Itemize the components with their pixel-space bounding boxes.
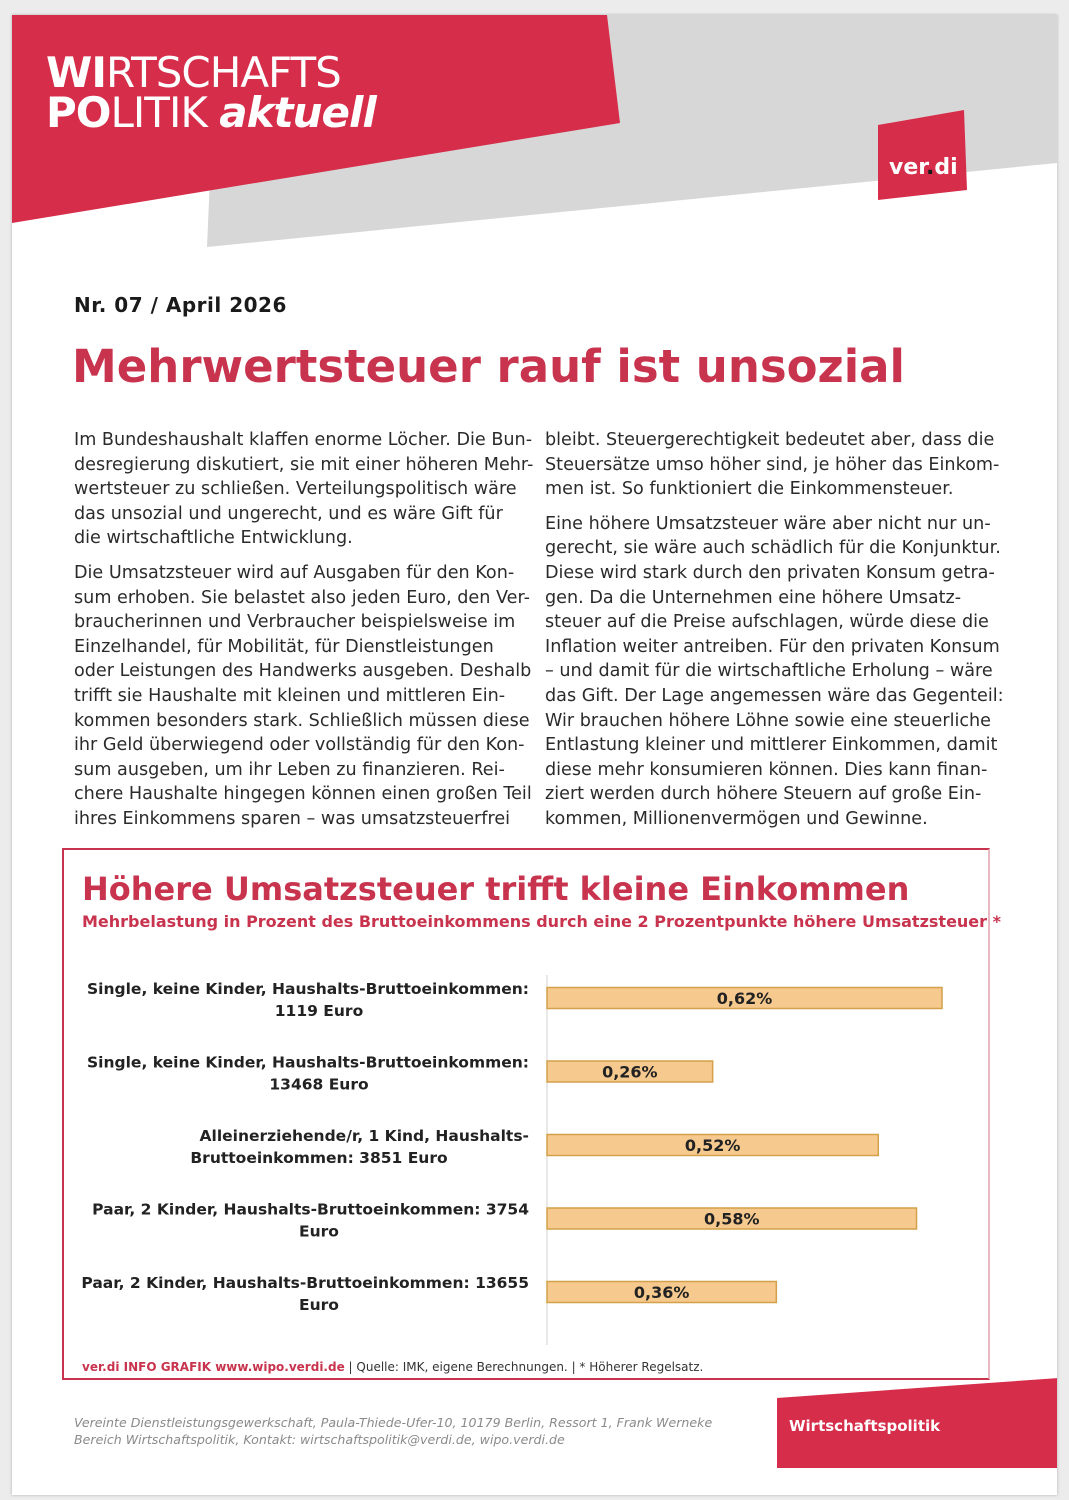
masthead-bold-1: WI xyxy=(46,48,106,97)
category-label: Single, keine Kinder, Haushalts-Bruttoeinkommen: xyxy=(87,1053,529,1072)
data-label: 0,62% xyxy=(716,989,773,1008)
category-label: Bruttoeinkommen: 3851 Euro xyxy=(190,1149,448,1167)
category-label: 13468 Euro xyxy=(269,1075,369,1094)
masthead xyxy=(46,48,376,137)
category-label: Paar, 2 Kinder, Haushalts-Bruttoeinkommen: 13655 xyxy=(81,1274,529,1292)
category-label: Euro xyxy=(299,1296,339,1314)
page-title: Mehrwertsteuer rauf ist unsozial xyxy=(72,340,905,393)
paragraph: bleibt. Steuergerechtigkeit bedeutet aber, dass die Steuersätze umso höher sind, je höher das Einkom- men ist. So funktioniert die Einkommensteuer. xyxy=(545,430,1000,500)
paragraph: Die Umsatzsteuer wird auf Ausgaben für den Kon- sum erhoben. Sie belastet also jeden Euro, den Ver- braucherinnen und Verbraucher beispielsweise im Einzelhandel, für Mobilität, für Dienstleistungen oder Leistungen des Handwerks ausgeben. Deshalb trifft sie Haushalte mit kleinen und mittleren Ein- kommen besonders stark. Schließlich müssen diese ihr Geld überwiegend oder vollständig für den Kon- sum ausgeben, um ihr Leben zu finanzieren. Rei- chere Haushalte hingegen können einen großen Teil ihres Einkommens sparen – was umsatzsteuerfrei xyxy=(74,562,532,829)
footer-badge-label: Wirtschaftspolitik xyxy=(789,1417,941,1435)
issue-number: Nr. 07 / April 2026 xyxy=(74,293,287,317)
category-label: Paar, 2 Kinder, Haushalts-Bruttoeinkommen: 3754 xyxy=(92,1200,529,1219)
body-column-right xyxy=(545,428,1011,842)
body-column-left xyxy=(74,428,534,842)
category-label: 1119 Euro xyxy=(274,1002,364,1020)
masthead-bold-2: PO xyxy=(46,88,111,137)
masthead-italic: aktuell xyxy=(219,88,376,137)
chart-subtitle: Mehrbelastung in Prozent des Bruttoeinkommens durch eine 2 Prozentpunkte höhere Umsatzsteuer * xyxy=(82,912,1001,931)
bar-chart xyxy=(64,850,988,1378)
data-label: 0,52% xyxy=(684,1136,741,1155)
verdi-logo: ver.di xyxy=(889,155,958,180)
chart-title: Höhere Umsatzsteuer trifft kleine Einkommen xyxy=(82,870,910,908)
category-label: Alleinerziehende/r, 1 Kind, Haushalts- xyxy=(199,1127,529,1145)
data-label: 0,58% xyxy=(704,1209,760,1229)
footer-line: Vereinte Dienstleistungsgewerkschaft, Paula-Thiede-Ufer-10, 10179 Berlin, Ressort 1, Frank Werneke xyxy=(74,1415,713,1430)
masthead-rest-2: LITIK xyxy=(110,88,220,137)
document-page xyxy=(12,15,1057,1495)
infographic xyxy=(62,848,1001,1380)
data-label: 0,26% xyxy=(602,1062,658,1082)
paragraph: Im Bundeshaushalt klaffen enorme Löcher. Die Bun- desregierung diskutiert, sie mit einer höheren Mehr- wertsteuer zu schließen. Verteilungspolitisch wäre das unsozial und ungerecht, und es wäre Gift für die wirtschaftliche Entwicklung. xyxy=(74,430,534,549)
category-label: Euro xyxy=(299,1222,339,1241)
footer-imprint xyxy=(74,1414,712,1448)
paragraph: Eine höhere Umsatzsteuer wäre aber nicht nur un- gerecht, sie wäre auch schädlich für die Konjunktur. Diese wird stark durch den privaten Konsum getra- gen. Da die Unternehmen eine höhere Umsatz- steuer auf die Preise aufschlagen, würde diese die Inflation weiter antreiben. Für den privaten Konsum – und damit für die wirtschaftliche Erholung – wäre das Gift. Der Lage angemessen wäre das Gegenteil: Wir brauchen höhere Löhne sowie eine steuerliche Entlastung kleiner und mittlerer Einkommen, damit diese mehr konsumieren können. Dies kann finan- ziert werden durch höhere Steuern auf große Ein- kommen, Millionenvermögen und Gewinne. xyxy=(545,513,1004,829)
chart-source: ver.di INFO GRAFIK www.wipo.verdi.de | Quelle: IMK, eigene Berechnungen. | * Höherer Regelsatz. xyxy=(82,1360,704,1374)
masthead-rest-1: RTSCHAFTS xyxy=(105,48,341,97)
data-label: 0,36% xyxy=(633,1283,690,1302)
category-label: Single, keine Kinder, Haushalts-Bruttoeinkommen: xyxy=(87,980,529,998)
footer-line: Bereich Wirtschaftspolitik, Kontakt: wirtschaftspolitik@verdi.de, wipo.verdi.de xyxy=(74,1432,565,1447)
